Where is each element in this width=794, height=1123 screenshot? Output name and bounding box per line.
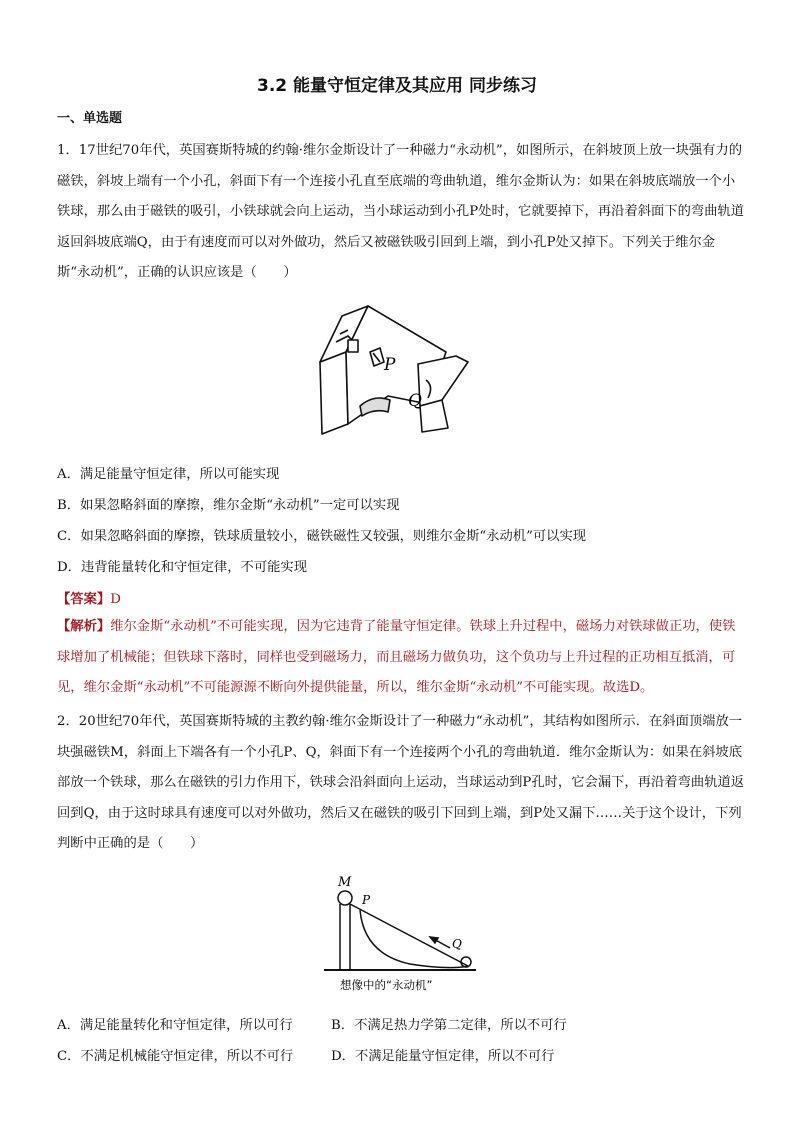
figure1-label-q: Q xyxy=(408,391,422,411)
question-2-option-b: B．不满足热力学第二定律，所以不可行 xyxy=(331,1018,567,1033)
question-2-option-d: D．不满足能量守恒定律，所以不可行 xyxy=(331,1049,555,1064)
question-2-stem: 2．20世纪70年代，英国赛斯特城的主教约翰·维尔金斯设计了一种磁力“永动机”，其结构如图所示．在斜面顶端放一块强磁铁M，斜面上下端各有一个小孔P、Q，斜面下有一个连接两个小孔的弯曲轨道．维尔金斯认为：如果在斜坡底部放一个铁球，那么在磁铁的引力作用下，铁球会沿斜面向上运动，当球运动到P孔时，它会漏下，再沿着弯曲轨道返回到Q，由于这时球具有速度可以对外做功，然后又在磁铁的吸引下回到上端，到P处又漏下……关于这个设计，下列判断中正确的是（ ） xyxy=(57,714,745,851)
question-1-answer xyxy=(57,588,121,607)
analysis-text: 维尔金斯“永动机”不可能实现，因为它违背了能量守恒定律。铁球上升过程中，磁场力对铁球做正功，使铁球增加了机械能；但铁球下落时，同样也受到磁场力，而且磁场力做负功，这个负功与上升过程的正功相互抵消，可见，维尔金斯“永动机”不可能源源不断向外提供能量，所以，维尔金斯“永动机”不可能实现。故选D。 xyxy=(57,619,736,695)
question-1-option-b: B．如果忽略斜面的摩擦，维尔金斯“永动机”一定可以实现 xyxy=(57,498,400,513)
question-2-option-a: A．满足能量转化和守恒定律，所以可行 xyxy=(57,1018,293,1033)
question-2-figure xyxy=(320,874,480,996)
figure1-label-p: P xyxy=(384,355,396,375)
question-1-option-d: D．违背能量转化和守恒定律，不可能实现 xyxy=(57,560,308,575)
question-1-option-a: A．满足能量守恒定律，所以可能实现 xyxy=(57,467,280,482)
question-1-option-c: C．如果忽略斜面的摩擦，铁球质量较小，磁铁磁性又较强，则维尔金斯“永动机”可以实现 xyxy=(57,529,587,544)
question-1-analysis xyxy=(57,612,747,704)
figure2-caption: 想像中的“永动机” xyxy=(340,978,433,992)
figure2-label-p: P xyxy=(362,893,371,907)
figure2-label-q: Q xyxy=(452,937,462,951)
answer-tag: 【答案】 xyxy=(57,592,111,607)
question-1-stem: 1．17世纪70年代，英国赛斯特城的约翰·维尔金斯设计了一种磁力“永动机”，如图所示，在斜坡顶上放一块强有力的磁铁，斜坡上端有一个小孔，斜面下有一个连接小孔直至底端的弯曲轨道，维尔金斯认为：如果在斜坡底端放一个小铁球，那么由于磁铁的吸引，小铁球就会向上运动，当小球运动到小孔P处时，它就要掉下，再沿着斜面下的弯曲轨道返回斜坡底端Q，由于有速度而可以对外做功，然后又被磁铁吸引回到上端，到小孔P处又掉下。下列关于维尔金斯“永动机”，正确的认识应该是（ ） xyxy=(57,143,745,280)
page-title: 3.2 能量守恒定律及其应用 同步练习 xyxy=(257,76,537,96)
question-2-option-c: C．不满足机械能守恒定律，所以不可行 xyxy=(57,1049,294,1064)
section-heading: 一、单选题 xyxy=(57,111,123,126)
figure2-label-m: M xyxy=(338,875,352,890)
analysis-tag: 【解析】 xyxy=(57,619,111,634)
question-1-figure xyxy=(318,304,478,439)
answer-value: D xyxy=(110,592,121,607)
